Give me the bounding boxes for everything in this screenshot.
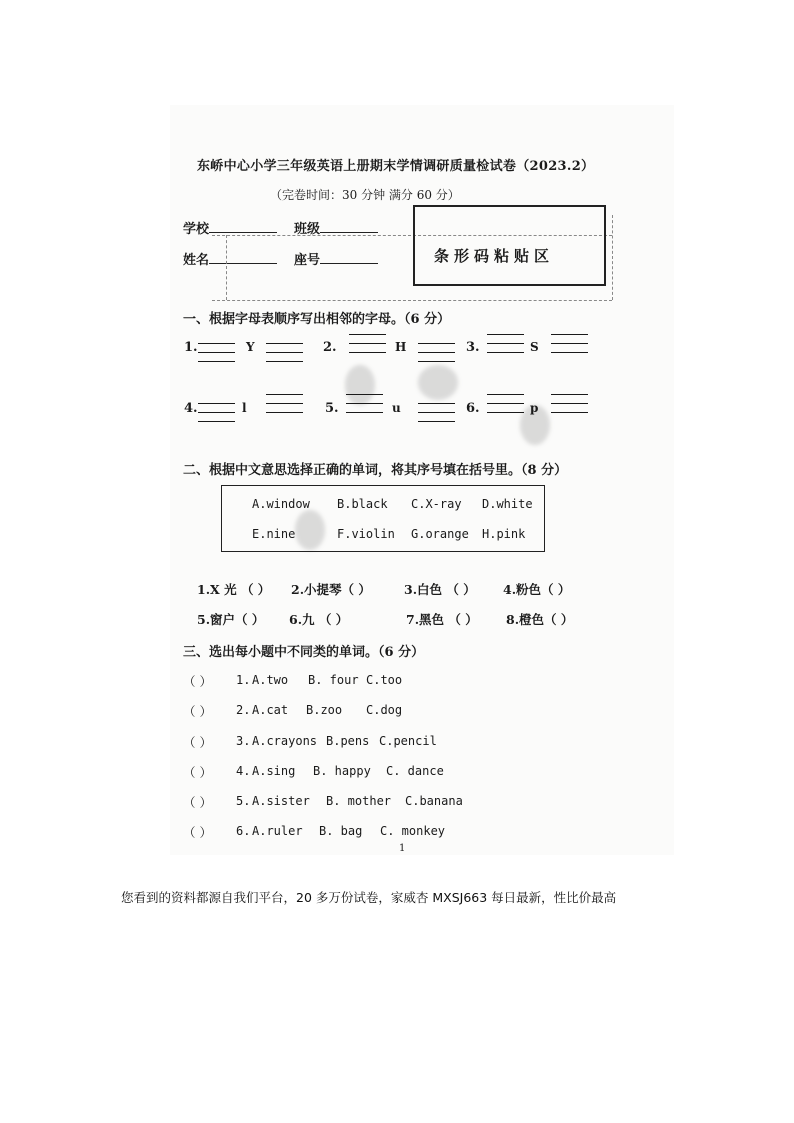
- page-number: 1: [399, 843, 406, 854]
- s3-answer-paren[interactable]: （ ）: [183, 704, 212, 719]
- s1-item3-blank-left[interactable]: [487, 334, 524, 335]
- s1-item6-number: 6.: [466, 401, 480, 416]
- s3-answer-paren[interactable]: （ ）: [183, 765, 212, 780]
- s1-item4-blank-right[interactable]: [266, 403, 303, 404]
- name-label: 姓名: [183, 249, 277, 268]
- s2-question-7[interactable]: 7.黑色 （ ）: [406, 612, 478, 627]
- s1-item6-blank-right[interactable]: [551, 412, 588, 413]
- option-f: F.violin: [337, 527, 395, 541]
- s3-item-number: 2.: [236, 703, 251, 717]
- s1-item6-letter: p: [530, 401, 539, 415]
- s3-option-b: B.zoo: [306, 703, 343, 717]
- s3-option-a: A.cat: [252, 703, 289, 717]
- s1-item5-blank-right[interactable]: [418, 421, 455, 422]
- s1-item4-number: 4.: [184, 401, 198, 416]
- seal-line: [612, 215, 613, 300]
- s1-item3-blank-left[interactable]: [487, 343, 524, 344]
- s2-question-1[interactable]: 1.X 光 （ ）: [197, 582, 271, 597]
- scan-smudge: [345, 365, 375, 405]
- s1-item4-blank-right[interactable]: [266, 394, 303, 395]
- s1-item3-blank-right[interactable]: [551, 352, 588, 353]
- s1-item4-letter: l: [242, 401, 247, 415]
- option-g: G.orange: [411, 527, 469, 541]
- s2-question-3[interactable]: 3.白色 （ ）: [404, 582, 476, 597]
- option-c: C.X-ray: [411, 497, 462, 511]
- s1-item5-letter: u: [392, 401, 401, 415]
- s1-item4-blank-left[interactable]: [198, 412, 235, 413]
- s1-item5-blank-right[interactable]: [418, 412, 455, 413]
- s3-item-number: 5.: [236, 794, 251, 808]
- s1-item1-number: 1.: [184, 340, 198, 355]
- s1-item1-blank-right[interactable]: [266, 343, 303, 344]
- exam-title: 东峤中心小学三年级英语上册期末学情调研质量检试卷（2023.2）: [197, 159, 595, 174]
- s3-option-b: B. bag: [319, 824, 363, 838]
- s1-item3-number: 3.: [466, 340, 480, 355]
- s3-item-number: 1.: [236, 673, 251, 687]
- s1-item2-blank-left[interactable]: [349, 343, 386, 344]
- s1-item6-blank-left[interactable]: [487, 403, 524, 404]
- name-blank[interactable]: [209, 251, 277, 264]
- option-d: D.white: [482, 497, 533, 511]
- s3-item-number: 4.: [236, 764, 251, 778]
- s3-answer-paren[interactable]: （ ）: [183, 735, 212, 750]
- s1-item2-blank-right[interactable]: [418, 361, 455, 362]
- s3-option-c: C.banana: [405, 794, 463, 808]
- section2-title: 二、根据中文意思选择正确的单词，将其序号填在括号里。（8 分）: [183, 463, 568, 478]
- option-a: A.window: [252, 497, 310, 511]
- seat-blank[interactable]: [320, 251, 378, 264]
- s1-item5-blank-right[interactable]: [418, 403, 455, 404]
- s3-option-c: C.too: [366, 673, 403, 687]
- s1-item6-blank-left[interactable]: [487, 412, 524, 413]
- s1-item2-number: 2.: [323, 340, 337, 355]
- s2-question-5[interactable]: 5.窗户（ ）: [197, 612, 265, 627]
- s3-option-b: B.pens: [326, 734, 370, 748]
- option-b: B.black: [337, 497, 388, 511]
- school-label: 学校: [183, 218, 277, 237]
- s1-item4-blank-left[interactable]: [198, 421, 235, 422]
- s3-answer-paren[interactable]: （ ）: [183, 825, 212, 840]
- class-label: 班级: [294, 218, 378, 237]
- s1-item6-blank-right[interactable]: [551, 403, 588, 404]
- s1-item3-blank-right[interactable]: [551, 334, 588, 335]
- s1-item1-blank-right[interactable]: [266, 361, 303, 362]
- s3-option-b: B. mother: [326, 794, 392, 808]
- s1-item4-blank-left[interactable]: [198, 403, 235, 404]
- school-blank[interactable]: [209, 220, 277, 233]
- s3-answer-paren[interactable]: （ ）: [183, 795, 212, 810]
- class-blank[interactable]: [320, 220, 378, 233]
- s1-item3-blank-left[interactable]: [487, 352, 524, 353]
- footer-ad-text: 您看到的资料都源自我们平台，20 多万份试卷，家威杏 MXSJ663 每日最新，性比价最高: [121, 890, 617, 905]
- s1-item1-blank-left[interactable]: [198, 352, 235, 353]
- s3-item-number: 3.: [236, 734, 251, 748]
- s3-option-c: C.dog: [366, 703, 403, 717]
- seat-label: 座号: [294, 249, 378, 268]
- s3-option-a: A.ruler: [252, 824, 303, 838]
- option-h: H.pink: [482, 527, 526, 541]
- section3-title: 三、选出每小题中不同类的单词。（6 分）: [183, 645, 425, 660]
- section1-title: 一、根据字母表顺序写出相邻的字母。（6 分）: [183, 312, 451, 327]
- s1-item3-blank-right[interactable]: [551, 343, 588, 344]
- s3-answer-paren[interactable]: （ ）: [183, 674, 212, 689]
- s1-item6-blank-left[interactable]: [487, 394, 524, 395]
- s3-option-a: A.two: [252, 673, 289, 687]
- s3-option-a: A.crayons: [252, 734, 318, 748]
- s3-option-a: A.sing: [252, 764, 296, 778]
- s1-item6-blank-right[interactable]: [551, 394, 588, 395]
- seal-line: [226, 235, 227, 300]
- s1-item2-blank-right[interactable]: [418, 343, 455, 344]
- scan-smudge: [418, 365, 458, 400]
- s2-question-6[interactable]: 6.九 （ ）: [289, 612, 349, 627]
- s1-item2-blank-right[interactable]: [418, 352, 455, 353]
- s3-option-a: A.sister: [252, 794, 310, 808]
- s1-item5-blank-left[interactable]: [346, 412, 383, 413]
- s3-option-c: C.pencil: [379, 734, 437, 748]
- s1-item5-blank-left[interactable]: [346, 403, 383, 404]
- s2-question-8[interactable]: 8.橙色（ ）: [506, 612, 574, 627]
- s1-item4-blank-right[interactable]: [266, 412, 303, 413]
- s3-option-b: B. four: [308, 673, 359, 687]
- s1-item5-blank-left[interactable]: [346, 394, 383, 395]
- s1-item1-blank-left[interactable]: [198, 361, 235, 362]
- s3-option-c: C. dance: [386, 764, 444, 778]
- s1-item1-blank-left[interactable]: [198, 343, 235, 344]
- s2-question-4[interactable]: 4.粉色（ ）: [503, 582, 571, 597]
- exam-subtitle: （完卷时间：30 分钟 满分 60 分）: [270, 188, 460, 202]
- s3-option-b: B. happy: [313, 764, 371, 778]
- s1-item1-blank-right[interactable]: [266, 352, 303, 353]
- s1-item3-letter: S: [530, 340, 539, 354]
- s1-item2-blank-left[interactable]: [349, 352, 386, 353]
- word-options-box: [221, 485, 545, 552]
- option-e: E.nine: [252, 527, 296, 541]
- s1-item2-letter: H: [395, 340, 407, 354]
- barcode-label: 条形码粘贴区: [434, 247, 555, 265]
- s2-question-2[interactable]: 2.小提琴（ ）: [291, 582, 371, 597]
- s1-item1-letter: Y: [246, 340, 255, 354]
- s3-item-number: 6.: [236, 824, 251, 838]
- s3-option-c: C. monkey: [380, 824, 446, 838]
- s1-item2-blank-left[interactable]: [349, 334, 386, 335]
- seal-line: [212, 300, 612, 301]
- s1-item5-number: 5.: [325, 401, 339, 416]
